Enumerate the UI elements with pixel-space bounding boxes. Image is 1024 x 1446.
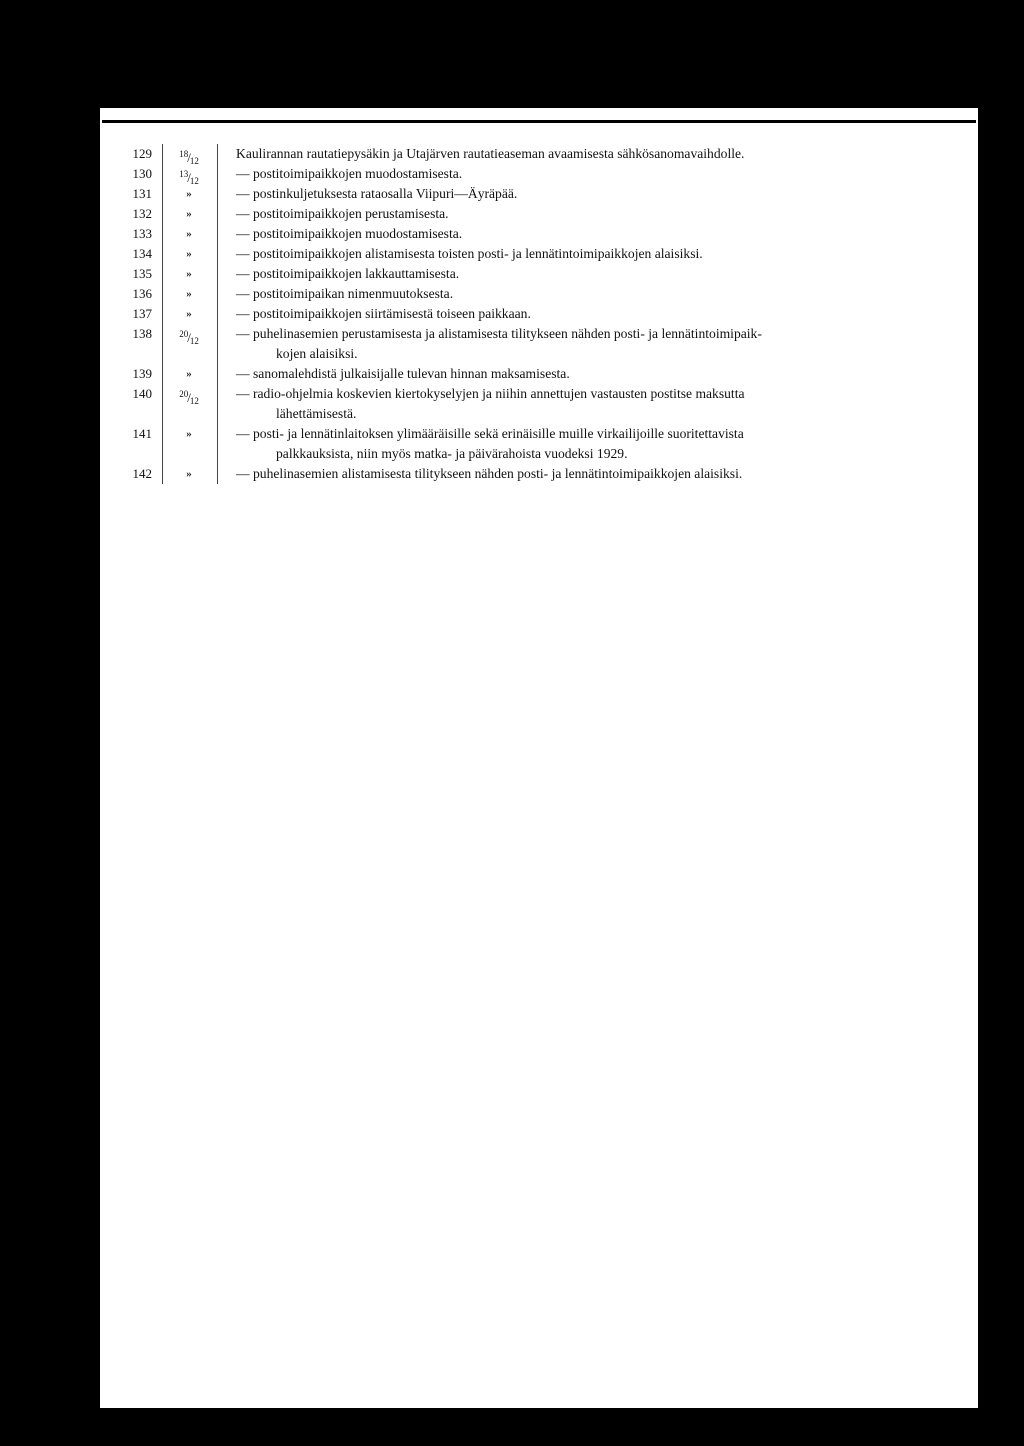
table-row	[100, 184, 978, 204]
entry-text: — radio-ohjelmia koskevien kiertokyselyjen ja niihin annettujen vastausten postitse maksutta	[236, 386, 745, 401]
entry-date: $^{20}$/12	[179, 389, 199, 406]
entry-number: 130	[132, 166, 152, 181]
ditto-mark: »	[186, 308, 192, 320]
column-divider	[162, 204, 163, 224]
ditto-mark: »	[186, 368, 192, 380]
column-divider	[162, 184, 163, 204]
ditto-mark: »	[186, 228, 192, 240]
column-divider	[162, 384, 163, 424]
ditto-mark: »	[186, 428, 192, 440]
entry-text-continuation: palkkauksista, niin myös matka- ja päivärahoista vuodeksi 1929.	[276, 446, 628, 461]
table-row	[100, 384, 978, 424]
table-row	[100, 264, 978, 284]
entry-number: 135	[132, 266, 152, 281]
table-row	[100, 164, 978, 184]
entry-text: — postinkuljetuksesta rataosalla Viipuri—Äyräpää.	[236, 186, 518, 201]
entry-date: $^{13}$/12	[179, 169, 199, 186]
entry-text-continuation: lähettämisestä.	[276, 406, 357, 421]
table-row	[100, 144, 978, 164]
table-row	[100, 224, 978, 244]
entry-number: 141	[132, 426, 152, 441]
ditto-mark: »	[186, 248, 192, 260]
entry-number: 140	[132, 386, 152, 401]
ditto-mark: »	[186, 468, 192, 480]
entry-number: 142	[132, 466, 152, 481]
column-divider	[162, 264, 163, 284]
entry-number: 138	[132, 326, 152, 341]
ditto-mark: »	[186, 188, 192, 200]
entry-table	[100, 144, 978, 484]
entry-text: — postitoimipaikkojen muodostamisesta.	[236, 166, 463, 181]
column-divider	[162, 224, 163, 244]
entry-number: 131	[132, 186, 152, 201]
column-divider	[217, 144, 218, 164]
column-divider	[162, 464, 163, 484]
entry-text: — sanomalehdistä julkaisijalle tulevan hinnan maksamisesta.	[236, 366, 570, 381]
table-row	[100, 424, 978, 464]
column-divider	[217, 324, 218, 364]
entry-date: $^{18}$/12	[179, 149, 199, 166]
entry-text-block	[236, 424, 960, 464]
table-row	[100, 204, 978, 224]
column-divider	[217, 164, 218, 184]
entry-text: — postitoimipaikkojen perustamisesta.	[236, 206, 449, 221]
entry-text: Kaulirannan rautatiepysäkin ja Utajärven rautatieaseman avaamisesta sähkösanomavaihdolle.	[236, 146, 745, 161]
column-divider	[217, 244, 218, 264]
entry-number: 136	[132, 286, 152, 301]
column-divider	[217, 304, 218, 324]
column-divider	[162, 304, 163, 324]
entry-text-block	[236, 384, 960, 424]
ditto-mark: »	[186, 268, 192, 280]
entry-text: — puhelinasemien alistamisesta tilitykseen nähden posti- ja lennätintoimipaikkojen alaisiksi.	[236, 466, 743, 481]
entry-date: $^{20}$/12	[179, 329, 199, 346]
column-divider	[217, 264, 218, 284]
column-divider	[217, 364, 218, 384]
entry-text: — puhelinasemien perustamisesta ja alistamisesta tilitykseen nähden posti- ja lennätintoimipaik-	[236, 326, 762, 341]
column-divider	[217, 284, 218, 304]
entry-text-continuation: kojen alaisiksi.	[276, 346, 358, 361]
column-divider	[217, 464, 218, 484]
table-row	[100, 244, 978, 264]
column-divider	[217, 424, 218, 464]
entry-number: 133	[132, 226, 152, 241]
document-page	[100, 108, 978, 1408]
column-divider	[162, 424, 163, 464]
column-divider	[162, 164, 163, 184]
column-divider	[217, 384, 218, 424]
table-row	[100, 284, 978, 304]
ditto-mark: »	[186, 208, 192, 220]
entry-number: 129	[132, 146, 152, 161]
entry-number: 137	[132, 306, 152, 321]
column-divider	[162, 284, 163, 304]
column-divider	[162, 324, 163, 364]
table-row	[100, 464, 978, 484]
entry-text: — posti- ja lennätinlaitoksen ylimääräisille sekä erinäisille muille virkailijoille suoritettavista	[236, 426, 744, 441]
table-row	[100, 304, 978, 324]
column-divider	[162, 244, 163, 264]
entry-text: — postitoimipaikkojen lakkauttamisesta.	[236, 266, 460, 281]
entry-number: 134	[132, 246, 152, 261]
entry-text-block	[236, 324, 960, 364]
ditto-mark: »	[186, 288, 192, 300]
column-divider	[217, 224, 218, 244]
entry-text: — postitoimipaikkojen siirtämisestä toiseen paikkaan.	[236, 306, 531, 321]
column-divider	[217, 184, 218, 204]
entry-number: 132	[132, 206, 152, 221]
table-row	[100, 324, 978, 364]
entry-number: 139	[132, 366, 152, 381]
table-row	[100, 364, 978, 384]
column-divider	[162, 144, 163, 164]
top-rule	[102, 120, 976, 123]
entry-text: — postitoimipaikkojen alistamisesta toisten posti- ja lennätintoimipaikkojen alaisiksi.	[236, 246, 703, 261]
column-divider	[217, 204, 218, 224]
column-divider	[162, 364, 163, 384]
entry-text: — postitoimipaikan nimenmuutoksesta.	[236, 286, 454, 301]
entry-text: — postitoimipaikkojen muodostamisesta.	[236, 226, 463, 241]
